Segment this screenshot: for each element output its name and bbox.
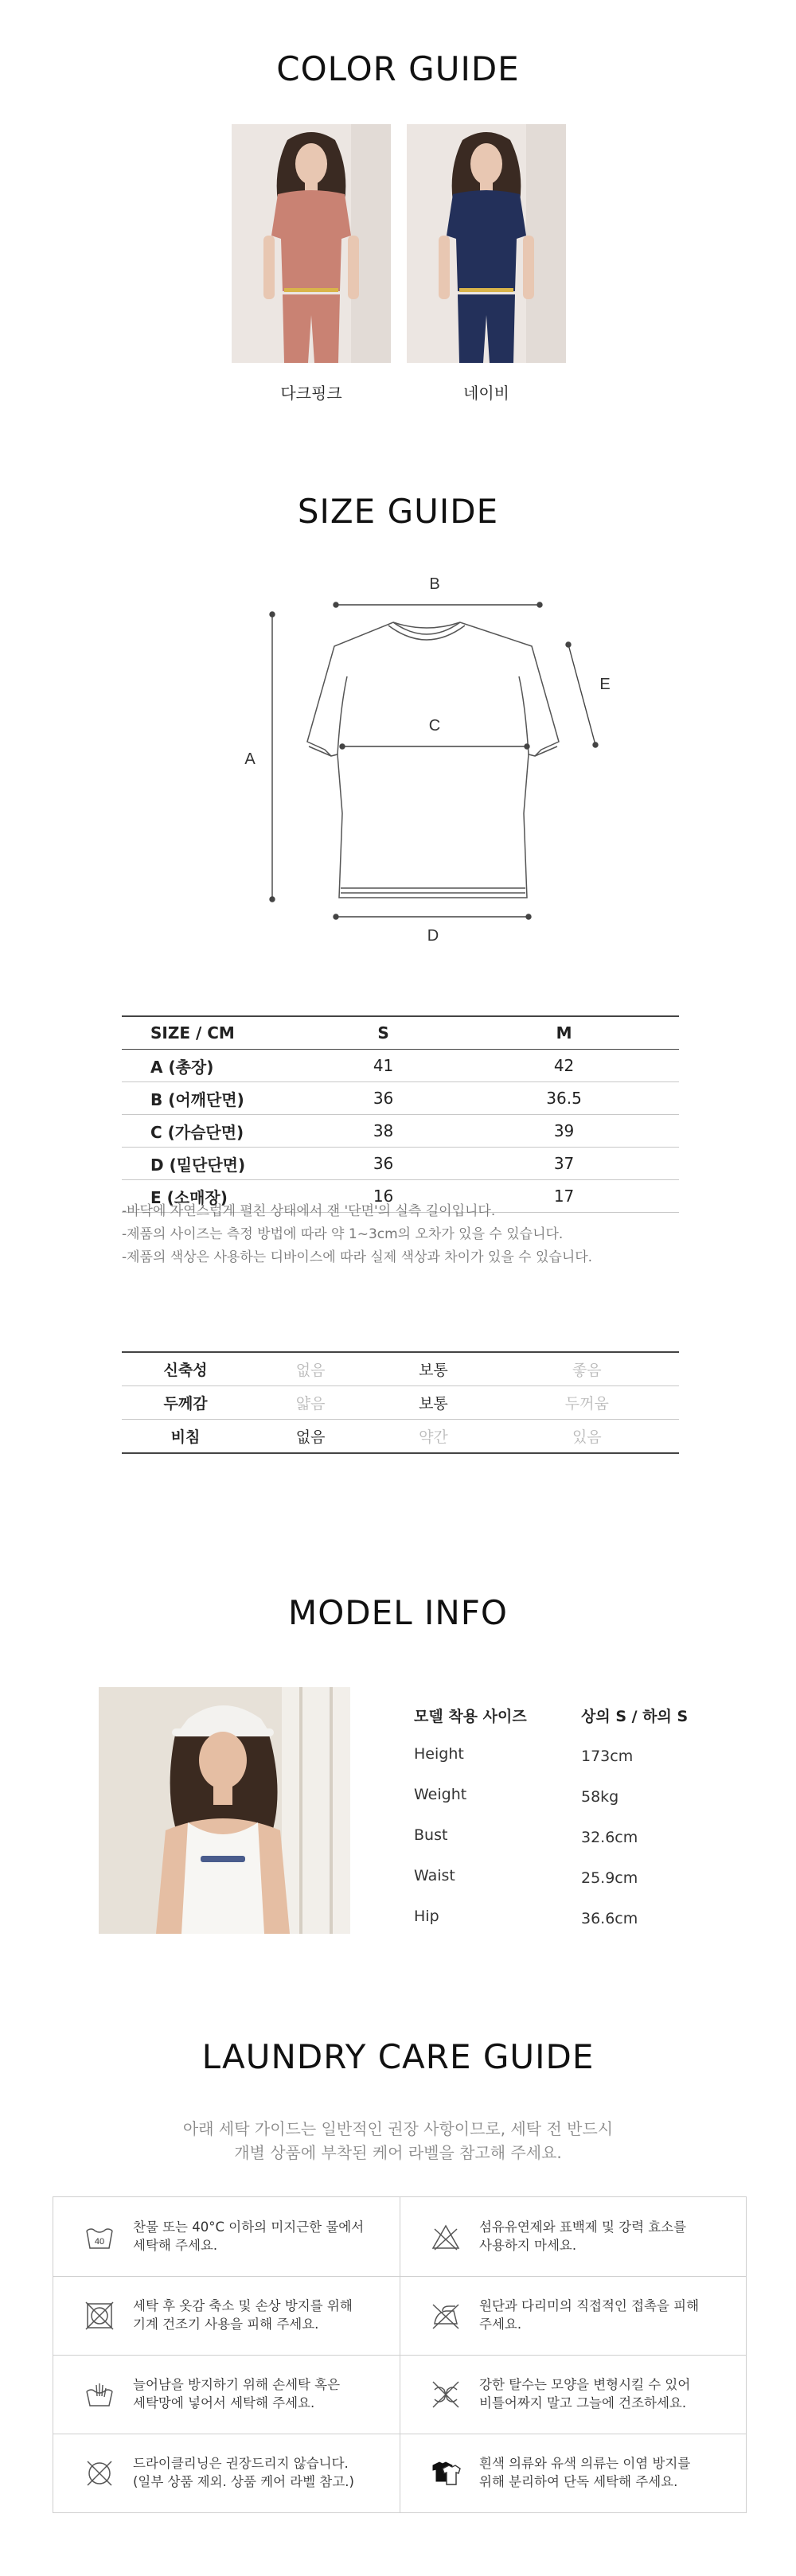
feel-label: 두께감 (122, 1386, 249, 1420)
care-text: 드라이클리닝은 권장드리지 않습니다. (일부 상품 제외. 상품 케어 라벨 참고.) (133, 2456, 354, 2489)
size-row-label: D (밑단단면) (122, 1148, 318, 1180)
feel-option: 없음 (249, 1420, 372, 1454)
care-item-separate-wash (400, 2434, 746, 2512)
color-guide-title: COLOR GUIDE (276, 49, 520, 88)
model-val-wear-size: 상의 S / 하의 S (581, 1708, 689, 1725)
care-item-hand-wash (53, 2355, 400, 2434)
wash-temp-label: 40 (94, 2237, 105, 2247)
size-note: -제품의 사이즈는 측정 방법에 따라 약 1~3cm의 오차가 있을 수 있습니다. (122, 1226, 564, 1242)
color-label-navy: 네이비 (463, 384, 509, 403)
model-photo (99, 1687, 350, 1934)
color-swatch-darkpink[interactable] (232, 124, 391, 363)
no-wring-icon (430, 2379, 462, 2410)
feel-label: 신축성 (122, 1352, 249, 1386)
care-item-no-wring (400, 2355, 746, 2434)
feel-option: 보통 (372, 1352, 494, 1386)
care-text: 세탁 후 옷감 축소 및 손상 방지를 위해 기계 건조기 사용을 피해 주세요. (133, 2298, 353, 2332)
care-text: 늘어남을 방지하기 위해 손세탁 혹은 세탁망에 넣어서 세탁해 주세요. (133, 2377, 341, 2410)
no-dry-clean-icon (84, 2457, 115, 2489)
no-bleach-icon (430, 2221, 462, 2253)
model-val-waist: 25.9cm (581, 1869, 638, 1887)
care-item-no-iron (400, 2276, 746, 2355)
tshirt-size-diagram (231, 557, 645, 971)
size-note: -바닥에 자연스럽게 펼친 상태에서 잰 '단면'의 실측 길이입니다. (122, 1203, 496, 1219)
model-key-hip: Hip (414, 1908, 439, 1925)
size-cell: 17 (449, 1180, 679, 1213)
laundry-subtitle-line1: 아래 세탁 가이드는 일반적인 권장 사항이므로, 세탁 전 반드시 (182, 2119, 614, 2138)
model-key-bust: Bust (414, 1826, 448, 1844)
separate-wash-icon (430, 2457, 462, 2489)
care-item-no-tumble-dry (53, 2276, 400, 2355)
size-cell: 16 (318, 1180, 449, 1213)
table-row (122, 1148, 679, 1180)
size-row-label: E (소매장) (122, 1180, 318, 1213)
fabric-feel-table (122, 1351, 679, 1454)
size-note: -제품의 색상은 사용하는 디바이스에 따라 실제 색상과 차이가 있을 수 있습니다. (122, 1249, 593, 1265)
model-key-height: Height (414, 1745, 464, 1763)
size-guide-title: SIZE GUIDE (297, 492, 499, 531)
model-info-title: MODEL INFO (288, 1593, 508, 1632)
size-row-label: C (가슴단면) (122, 1115, 318, 1148)
diagram-label-c: C (428, 717, 441, 735)
diagram-label-d: D (427, 927, 439, 945)
feel-option: 얇음 (249, 1386, 372, 1420)
size-header-s: S (318, 1016, 449, 1050)
feel-option: 좋음 (495, 1352, 679, 1386)
wash-40-icon (84, 2221, 115, 2253)
size-cell: 39 (449, 1115, 679, 1148)
feel-option: 약간 (372, 1420, 494, 1454)
no-iron-icon (430, 2300, 462, 2332)
table-row (122, 1050, 679, 1082)
size-notes (122, 1200, 592, 1269)
feel-option: 없음 (249, 1352, 372, 1386)
color-swatch-navy[interactable] (407, 124, 566, 363)
color-label-darkpink: 다크핑크 (280, 384, 342, 403)
care-item-no-dry-clean (53, 2434, 400, 2512)
no-tumble-dry-icon (84, 2300, 115, 2332)
size-cell: 36 (318, 1082, 449, 1115)
model-key-wear-size: 모델 착용 사이즈 (414, 1708, 527, 1725)
model-val-weight: 58kg (581, 1788, 619, 1806)
care-text: 원단과 다리미의 직접적인 접촉을 피해 주세요. (479, 2298, 700, 2332)
feel-option: 있음 (495, 1420, 679, 1454)
care-text: 섬유유연제와 표백제 및 강력 효소를 사용하지 마세요. (479, 2219, 687, 2253)
feel-option: 두꺼움 (495, 1386, 679, 1420)
care-item-wash-40 (53, 2197, 400, 2276)
feel-row-thickness (122, 1386, 679, 1420)
diagram-label-a: A (244, 750, 256, 768)
hand-wash-icon (84, 2379, 115, 2410)
laundry-title: LAUNDRY CARE GUIDE (201, 2037, 595, 2076)
feel-option: 보통 (372, 1386, 494, 1420)
laundry-care-grid (53, 2196, 747, 2513)
table-row (122, 1082, 679, 1115)
model-val-hip: 36.6cm (581, 1910, 638, 1927)
model-val-bust: 32.6cm (581, 1829, 638, 1846)
size-header-m: M (449, 1016, 679, 1050)
table-row (122, 1115, 679, 1148)
size-table-header (122, 1016, 679, 1050)
size-row-label: A (총장) (122, 1050, 318, 1082)
laundry-subtitle-line2: 개별 상품에 부착된 케어 라벨을 참고해 주세요. (234, 2143, 562, 2162)
size-cell: 36 (318, 1148, 449, 1180)
size-table (122, 1015, 679, 1213)
model-val-height: 173cm (581, 1748, 634, 1765)
feel-row-stretch (122, 1352, 679, 1386)
size-row-label: B (어깨단면) (122, 1082, 318, 1115)
care-item-no-bleach (400, 2197, 746, 2276)
diagram-label-b: B (429, 575, 440, 593)
size-cell: 36.5 (449, 1082, 679, 1115)
size-cell: 41 (318, 1050, 449, 1082)
model-key-weight: Weight (414, 1786, 467, 1803)
feel-row-sheerness (122, 1420, 679, 1454)
size-cell: 38 (318, 1115, 449, 1148)
size-header-label: SIZE / CM (122, 1016, 318, 1050)
size-cell: 37 (449, 1148, 679, 1180)
care-text: 강한 탈수는 모양을 변형시킬 수 있어 비틀어짜지 말고 그늘에 건조하세요. (479, 2377, 691, 2410)
model-key-waist: Waist (414, 1867, 455, 1884)
care-text: 흰색 의류와 유색 의류는 이염 방지를 위해 분리하여 단독 세탁해 주세요. (479, 2456, 691, 2489)
care-text: 찬물 또는 40°C 이하의 미지근한 물에서 세탁해 주세요. (133, 2219, 365, 2253)
size-cell: 42 (449, 1050, 679, 1082)
diagram-label-e: E (599, 676, 611, 693)
feel-label: 비침 (122, 1420, 249, 1454)
